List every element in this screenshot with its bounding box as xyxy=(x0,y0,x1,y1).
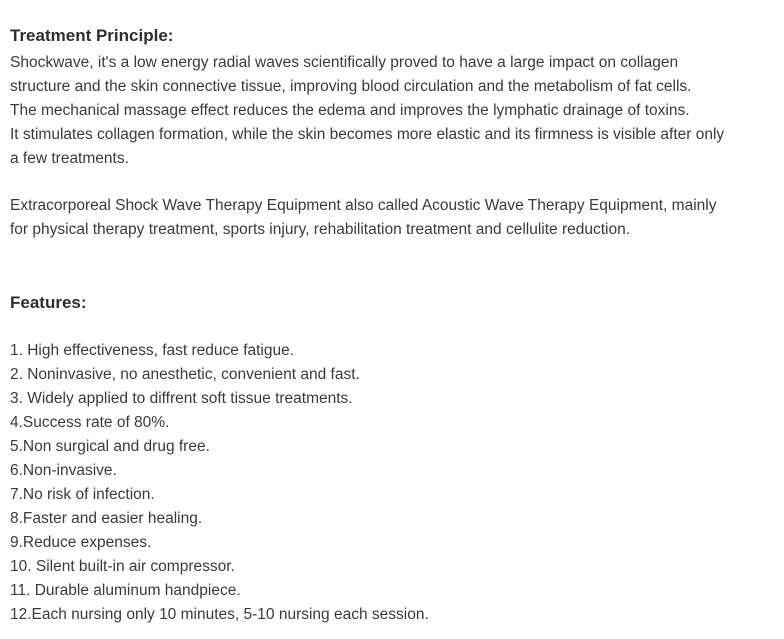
treatment-line: a few treatments. xyxy=(10,150,129,167)
feature-item: 1. High effectiveness, fast reduce fatigue. xyxy=(10,342,295,359)
feature-item: 12.Each nursing only 10 minutes, 5-10 nursing each session. xyxy=(10,606,429,623)
treatment-principle-heading: Treatment Principle: xyxy=(10,26,174,45)
treatment-line: Shockwave, it's a low energy radial waves scientifically proved to have a large impact on collagen xyxy=(10,54,679,71)
treatment-principle-text xyxy=(10,51,724,171)
features-section xyxy=(10,292,87,314)
equipment-description xyxy=(10,194,760,242)
feature-item: 4.Success rate of 80%. xyxy=(10,414,170,431)
equipment-line: Extracorporeal Shock Wave Therapy Equipment also called Acoustic Wave Therapy Equipment, mainly xyxy=(10,197,717,214)
feature-item: 3. Widely applied to diffrent soft tissue treatments. xyxy=(10,390,353,407)
feature-item: 6.Non-invasive. xyxy=(10,462,117,479)
treatment-line: It stimulates collagen formation, while the skin becomes more elastic and its firmness is visible after only xyxy=(10,126,725,143)
feature-item: 8.Faster and easier healing. xyxy=(10,510,203,527)
equipment-line: for physical therapy treatment, sports injury, rehabilitation treatment and cellulite reduction. xyxy=(10,221,631,238)
treatment-line: structure and the skin connective tissue, improving blood circulation and the metabolism of fat cells. xyxy=(10,78,692,95)
feature-item: 2. Noninvasive, no anesthetic, convenient and fast. xyxy=(10,366,360,383)
feature-item: 7.No risk of infection. xyxy=(10,486,155,503)
feature-item: 11. Durable aluminum handpiece. xyxy=(10,582,241,599)
feature-item: 10. Silent built-in air compressor. xyxy=(10,558,235,575)
features-heading: Features: xyxy=(10,293,87,312)
feature-item: 5.Non surgical and drug free. xyxy=(10,438,210,455)
features-list xyxy=(10,339,429,627)
treatment-principle-section xyxy=(10,25,724,171)
treatment-line: The mechanical massage effect reduces the edema and improves the lymphatic drainage of toxins. xyxy=(10,102,690,119)
feature-item: 9.Reduce expenses. xyxy=(10,534,152,551)
